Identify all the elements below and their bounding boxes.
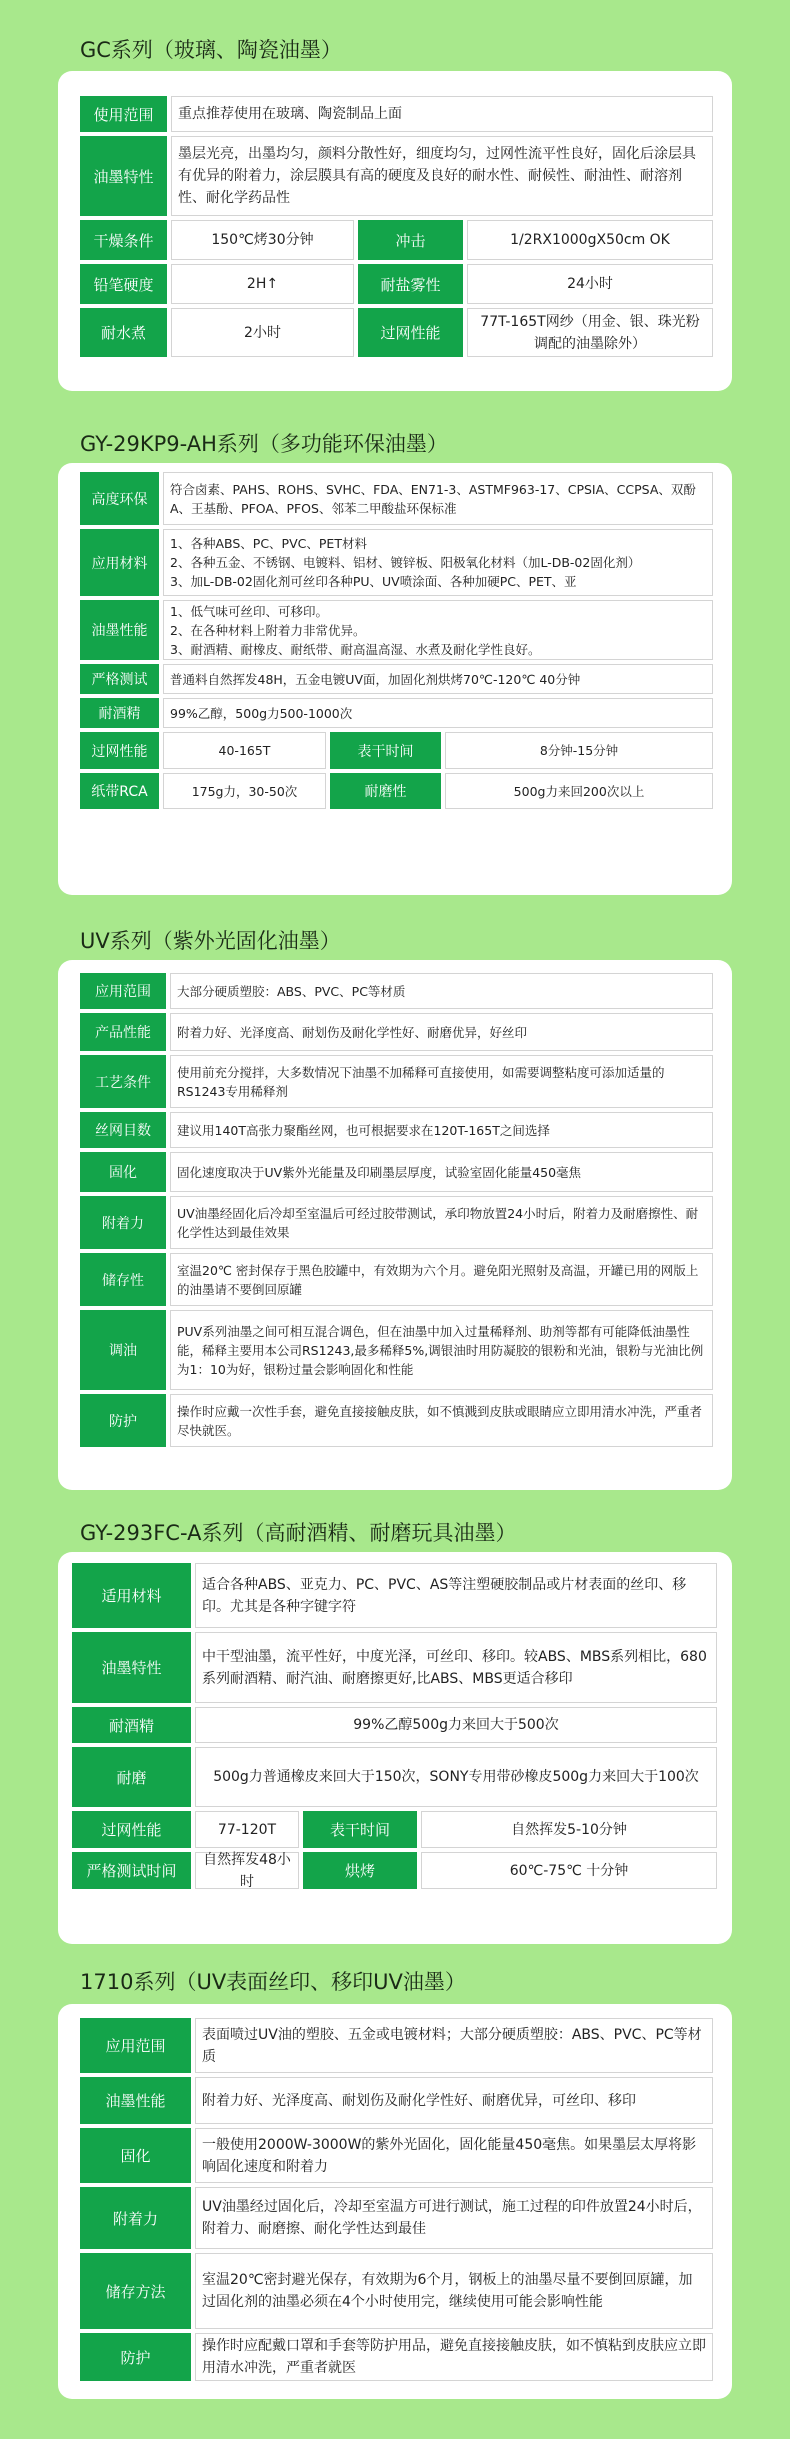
row-label: 耐水煮	[80, 308, 167, 357]
section-title-gy29: GY-29KP9-AH系列（多功能环保油墨）	[80, 432, 448, 456]
row-value: 附着力好、光泽度高、耐划伤及耐化学性好、耐磨优异，可丝印、移印	[195, 2077, 713, 2124]
row-value: 适合各种ABS、亚克力、PC、PVC、AS等注塑硬胶制品或片材表面的丝印、移印。尤其是各种字键字符	[195, 1563, 717, 1628]
row-label: 储存方法	[80, 2253, 191, 2329]
row-value: 室温20℃密封避光保存，有效期为6个月，钢板上的油墨尽量不要倒回原罐，加过固化剂的油墨必须在4个小时使用完，继续使用可能会影响性能	[195, 2253, 713, 2329]
row-label: 表干时间	[303, 1811, 417, 1848]
row-label: 过网性能	[72, 1811, 191, 1848]
row-value: 1/2RX1000gX50cm OK	[467, 220, 713, 260]
row-label: 耐酒精	[72, 1707, 191, 1743]
row-value: 24小时	[467, 264, 713, 304]
row-label: 适用材料	[72, 1563, 191, 1628]
row-value: 500g力普通橡皮来回大于150次，SONY专用带砂橡皮500g力来回大于100次	[195, 1747, 717, 1807]
row-value: 一般使用2000W-3000W的紫外光固化，固化能量450毫焦。如果墨层太厚将影响固化速度和附着力	[195, 2128, 713, 2183]
row-label: 产品性能	[80, 1013, 166, 1051]
table-uv	[80, 973, 713, 1447]
row-label: 丝网目数	[80, 1112, 166, 1148]
row-label: 过网性能	[80, 732, 159, 769]
row-value: 40-165T	[163, 732, 326, 769]
row-value: 1、低气味可丝印、可移印。 2、在各种材料上附着力非常优异。 3、耐酒精、耐橡皮、耐纸带、耐高温高湿、水煮及耐化学性良好。	[163, 600, 713, 660]
row-value: UV油墨经固化后冷却至室温后可经过胶带测试，承印物放置24小时后，附着力及耐磨擦性、耐化学性达到最佳效果	[170, 1196, 713, 1249]
row-value: 重点推荐使用在玻璃、陶瓷制品上面	[171, 96, 713, 132]
row-label: 防护	[80, 1394, 166, 1447]
row-label: 干燥条件	[80, 220, 167, 260]
row-value: 附着力好、光泽度高、耐划伤及耐化学性好、耐磨优异，好丝印	[170, 1013, 713, 1051]
row-label: 冲击	[358, 220, 463, 260]
row-value: 99%乙醇500g力来回大于500次	[195, 1707, 717, 1743]
row-label: 固化	[80, 2128, 191, 2183]
row-value: 中干型油墨，流平性好，中度光泽，可丝印、移印。较ABS、MBS系列相比，680系列耐酒精、耐汽油、耐磨擦更好,比ABS、MBS更适合移印	[195, 1632, 717, 1703]
row-value: 自然挥发5-10分钟	[421, 1811, 717, 1848]
row-label: 储存性	[80, 1253, 166, 1306]
row-value: PUV系列油墨之间可相互混合调色，但在油墨中加入过量稀释剂、助剂等都有可能降低油墨性能，稀释主要用本公司RS1243,最多稀释5%,调银油时用防凝胶的银粉和光油，银粉与光油比例为1：10为好，银粉过量会影响固化和性能	[170, 1310, 713, 1390]
row-value: 8分钟-15分钟	[445, 732, 713, 769]
table-1710	[80, 2018, 713, 2381]
row-label: 表干时间	[330, 732, 441, 769]
row-label: 纸带RCA	[80, 773, 159, 809]
row-label: 防护	[80, 2333, 191, 2381]
row-value: 建议用140T高张力聚酯丝网，也可根据要求在120T-165T之间选择	[170, 1112, 713, 1148]
row-label: 过网性能	[358, 308, 463, 357]
table-gy293	[72, 1563, 717, 1889]
row-value: 室温20℃ 密封保存于黑色胶罐中，有效期为六个月。避免阳光照射及高温，开罐已用的网版上的油墨请不要倒回原罐	[170, 1253, 713, 1306]
row-value: 175g力，30-50次	[163, 773, 326, 809]
row-value: 150℃烤30分钟	[171, 220, 354, 260]
row-label: 使用范围	[80, 96, 167, 132]
row-value: 1、各种ABS、PC、PVC、PET材料 2、各种五金、不锈钢、电镀料、铝材、镀锌板、阳极氧化材料（加L-DB-02固化剂） 3、加L-DB-02固化剂可丝印各种PU、UV喷涂面、各种加硬PC、PET、亚	[163, 529, 713, 596]
row-label: 应用材料	[80, 529, 159, 596]
section-title-gc: GC系列（玻璃、陶瓷油墨）	[80, 38, 342, 62]
row-label: 油墨性能	[80, 2077, 191, 2124]
row-label: 应用范围	[80, 973, 166, 1009]
row-value: 60℃-75℃ 十分钟	[421, 1852, 717, 1889]
row-value: 2H↑	[171, 264, 354, 304]
row-label: 油墨特性	[72, 1632, 191, 1703]
row-value: 大部分硬质塑胶：ABS、PVC、PC等材质	[170, 973, 713, 1009]
row-value: 2小时	[171, 308, 354, 357]
row-label: 附着力	[80, 2187, 191, 2249]
row-value: 符合卤素、PAHS、ROHS、SVHC、FDA、EN71-3、ASTMF963-17、CPSIA、CCPSA、双酚A、王基酚、PFOA、PFOS、邻苯二甲酸盐环保标准	[163, 472, 713, 525]
row-label: 油墨性能	[80, 600, 159, 660]
row-label: 铅笔硬度	[80, 264, 167, 304]
row-label: 耐盐雾性	[358, 264, 463, 304]
section-title-uv: UV系列（紫外光固化油墨）	[80, 929, 341, 953]
row-label: 严格测试时间	[72, 1852, 191, 1889]
row-value: 固化速度取决于UV紫外光能量及印刷墨层厚度，试验室固化能量450毫焦	[170, 1152, 713, 1192]
row-value: 普通料自然挥发48H，五金电镀UV面，加固化剂烘烤70℃-120℃ 40分钟	[163, 664, 713, 694]
row-label: 附着力	[80, 1196, 166, 1249]
row-value: 操作时应戴一次性手套，避免直接接触皮肤，如不慎溅到皮肤或眼睛应立即用清水冲洗，严重者尽快就医。	[170, 1394, 713, 1447]
table-gy29	[80, 472, 713, 809]
row-value: 77T-165T网纱（用金、银、珠光粉调配的油墨除外）	[467, 308, 713, 357]
row-value: 墨层光亮，出墨均匀，颜料分散性好，细度均匀，过网性流平性良好，固化后涂层具有优异的附着力，涂层膜具有高的硬度及良好的耐水性、耐候性、耐油性、耐溶剂性、耐化学药品性	[171, 136, 713, 216]
row-value: 99%乙醇，500g力500-1000次	[163, 698, 713, 728]
row-label: 固化	[80, 1152, 166, 1192]
row-label: 耐磨性	[330, 773, 441, 809]
row-value: 操作时应配戴口罩和手套等防护用品，避免直接接触皮肤，如不慎粘到皮肤应立即用清水冲洗，严重者就医	[195, 2333, 713, 2381]
row-value: 自然挥发48小时	[195, 1852, 299, 1889]
row-label: 工艺条件	[80, 1055, 166, 1108]
row-label: 高度环保	[80, 472, 159, 525]
table-gc	[80, 96, 713, 357]
row-value: 77-120T	[195, 1811, 299, 1848]
row-label: 调油	[80, 1310, 166, 1390]
row-value: UV油墨经过固化后，冷却至室温方可进行测试，施工过程的印件放置24小时后，附着力、耐磨擦、耐化学性达到最佳	[195, 2187, 713, 2249]
row-value: 使用前充分搅拌，大多数情况下油墨不加稀释可直接使用，如需要调整粘度可添加适量的RS1243专用稀释剂	[170, 1055, 713, 1108]
section-title-gy293: GY-293FC-A系列（高耐酒精、耐磨玩具油墨）	[80, 1521, 517, 1545]
row-label: 油墨特性	[80, 136, 167, 216]
row-label: 耐磨	[72, 1747, 191, 1807]
row-label: 烘烤	[303, 1852, 417, 1889]
row-value: 表面喷过UV油的塑胶、五金或电镀材料；大部分硬质塑胶：ABS、PVC、PC等材质	[195, 2018, 713, 2073]
row-label: 严格测试	[80, 664, 159, 694]
row-value: 500g力来回200次以上	[445, 773, 713, 809]
row-label: 耐酒精	[80, 698, 159, 728]
row-label: 应用范围	[80, 2018, 191, 2073]
section-title-1710: 1710系列（UV表面丝印、移印UV油墨）	[80, 1970, 466, 1994]
